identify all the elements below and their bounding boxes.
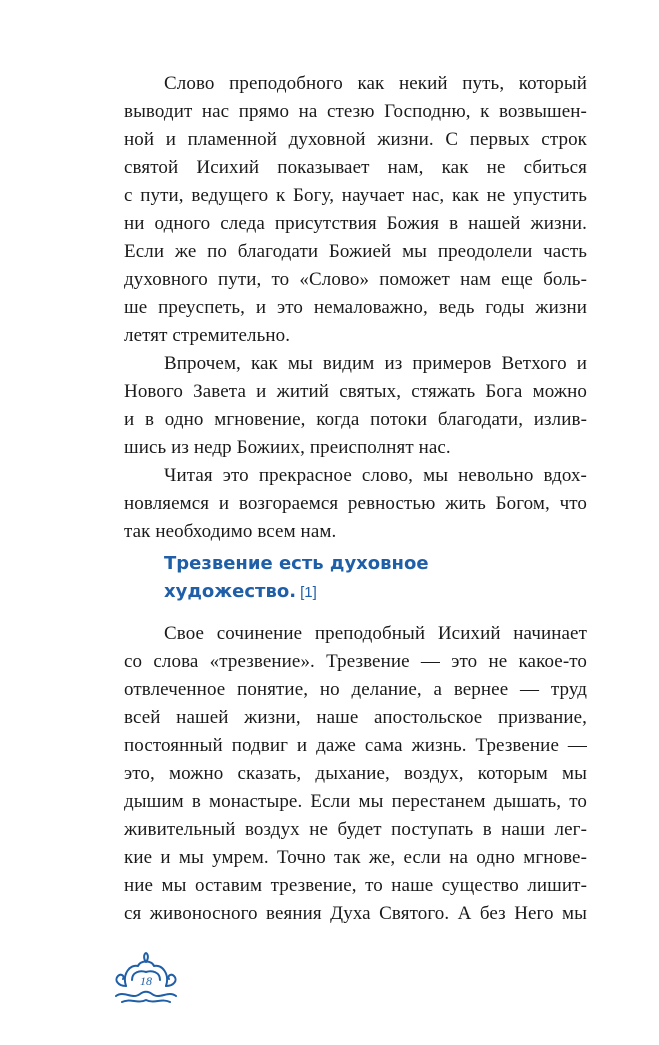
paragraph-3-line-3: так необходимо всем нам. bbox=[124, 521, 337, 542]
paragraph-4-line-7: дышим в монастыре. Если мы перестанем дышать, то bbox=[124, 791, 587, 812]
paragraph-1-line-9: ше преуспеть, и это немаловажно, ведь годы жизни bbox=[124, 297, 587, 318]
paragraph-4-line-2: со слова «трезвение». Трезвение — это не какое-то bbox=[124, 651, 587, 672]
paragraph-4-line-6: это, можно сказать, дыхание, воздух, которым мы bbox=[124, 763, 587, 784]
paragraph-2-line-1: Впрочем, как мы видим из примеров Ветхого и bbox=[164, 353, 587, 374]
paragraph-1-line-7: Если же по благодати Божией мы преодолели часть bbox=[124, 241, 587, 262]
paragraph-2-line-2: Нового Завета и житий святых, стяжать Бога можно bbox=[124, 381, 587, 402]
paragraph-4-line-8: живительный воздух не будет поступать в наши лег- bbox=[124, 819, 587, 840]
paragraph-4-line-11: ся живоносного веяния Духа Святого. А без Него мы bbox=[124, 903, 587, 924]
section-heading-line-1: Трезвение есть духовное bbox=[164, 553, 429, 574]
paragraph-4-line-10: ние мы оставим трезвение, то наше существо лишит- bbox=[124, 875, 587, 896]
paragraph-1-line-8: духовного пути, то «Слово» поможет нам еще боль- bbox=[124, 269, 587, 290]
section-heading-text: художество. bbox=[164, 581, 297, 602]
footnote-reference-link[interactable]: [1] bbox=[300, 584, 317, 601]
paragraph-4-line-3: отвлеченное понятие, но делание, а вернее — труд bbox=[124, 679, 587, 700]
paragraph-1-line-3: ной и пламенной духовной жизни. С первых строк bbox=[124, 129, 587, 150]
paragraph-1-line-6: ни одного следа присутствия Божия в нашей жизни. bbox=[124, 213, 587, 234]
paragraph-2-line-4: шись из недр Божиих, преисполнят нас. bbox=[124, 437, 451, 458]
paragraph-1-line-10: летят стремительно. bbox=[124, 325, 291, 346]
paragraph-3-line-1: Читая это прекрасное слово, мы невольно вдох- bbox=[164, 465, 587, 486]
section-heading-line-2 bbox=[164, 578, 317, 607]
paragraph-1-line-5: с пути, ведущего к Богу, научает нас, как не упустить bbox=[124, 185, 587, 206]
paragraph-4-line-4: всей нашей жизни, наше апостольское призвание, bbox=[124, 707, 587, 728]
paragraph-2-line-3: и в одно мгновение, когда потоки благодати, излив- bbox=[124, 409, 587, 430]
paragraph-4-line-1: Свое сочинение преподобный Исихий начинает bbox=[164, 623, 587, 644]
paragraph-1-line-4: святой Исихий показывает нам, как не сбиться bbox=[124, 157, 587, 178]
paragraph-4-line-5: постоянный подвиг и даже сама жизнь. Трезвение — bbox=[124, 735, 587, 756]
paragraph-1-line-2: выводит нас прямо на стезю Господню, к возвышен- bbox=[124, 101, 587, 122]
paragraph-1-line-1: Слово преподобного как некий путь, который bbox=[164, 73, 587, 94]
page-number: 18 bbox=[140, 974, 152, 988]
paragraph-3-line-2: новляемся и возгораемся ревностью жить Богом, что bbox=[124, 493, 587, 514]
paragraph-4-line-9: кие и мы умрем. Точно так же, если на одно мгнове- bbox=[124, 847, 587, 868]
